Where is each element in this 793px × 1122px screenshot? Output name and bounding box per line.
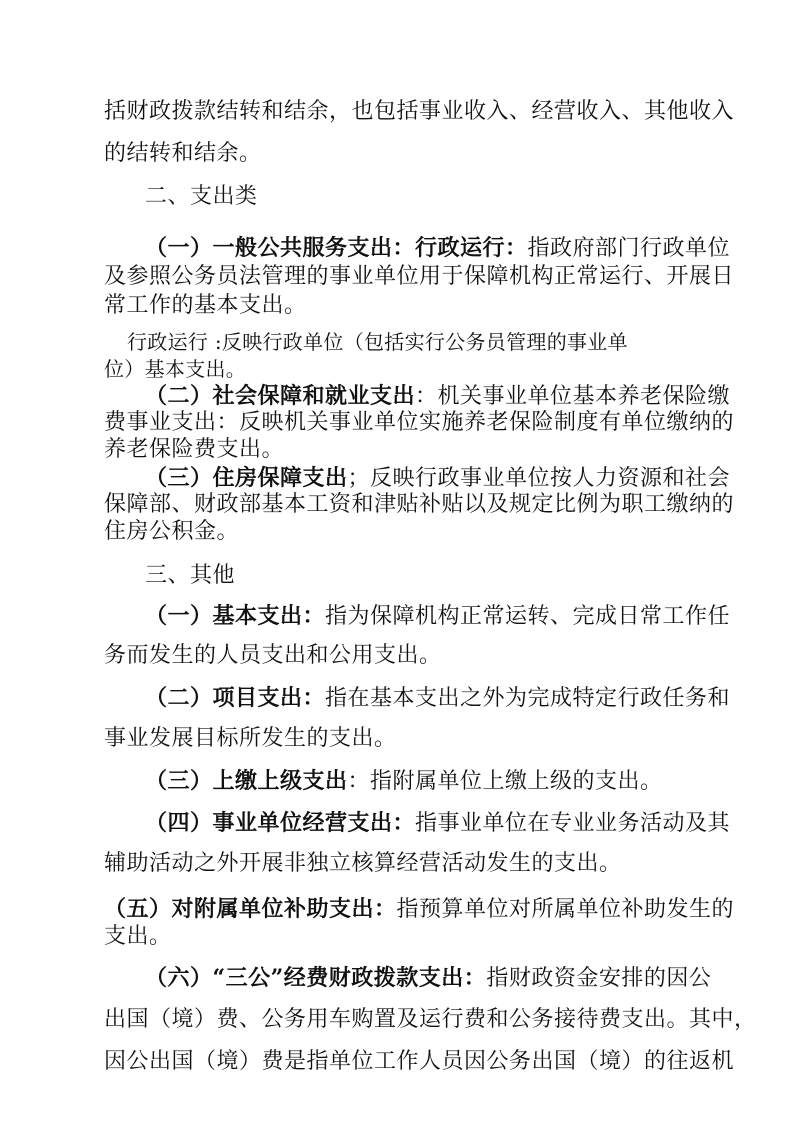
bold-heading-text: （一）基本支出： bbox=[145, 603, 326, 629]
body-text: 常工作的基本支出。 bbox=[104, 293, 307, 318]
body-text: 指事业单位在专业业务活动及其 bbox=[415, 811, 731, 836]
body-text: 位）基本支出。 bbox=[104, 357, 247, 381]
text-line bbox=[104, 924, 172, 950]
text-line bbox=[104, 264, 734, 290]
text-line bbox=[145, 810, 730, 837]
bold-heading-text: （三）上缴上级支出 bbox=[145, 768, 348, 794]
text-line bbox=[104, 293, 307, 319]
body-text: ：指附属单位上缴上级的支出。 bbox=[347, 769, 663, 794]
text-line bbox=[127, 329, 628, 355]
body-text: 辅助活动之外开展非独立核算经营活动发生的支出。 bbox=[104, 851, 622, 876]
body-text: 住房公积金。 bbox=[104, 519, 240, 544]
text-line bbox=[104, 851, 622, 877]
text-line bbox=[104, 726, 397, 752]
text-line bbox=[104, 437, 284, 463]
body-text: 二、支出类 bbox=[145, 184, 258, 209]
body-text: 三、其他 bbox=[145, 563, 236, 588]
text-line bbox=[104, 1049, 734, 1075]
text-line bbox=[145, 965, 711, 992]
bold-heading-text: （三）住房保障支出 bbox=[145, 465, 348, 491]
text-line bbox=[145, 768, 663, 795]
body-text: 务而发生的人员支出和公用支出。 bbox=[104, 643, 442, 668]
body-text: 因公出国（境）费是指单位工作人员因公务出国（境）的往返机 bbox=[104, 1049, 735, 1074]
body-text: 费事业支出：反映机关事业单位实施养老保险制度有单位缴纳的 bbox=[104, 410, 735, 435]
text-line bbox=[104, 356, 246, 382]
body-text: 及参照公务员法管理的事业单位用于保障机构正常运行、开展日 bbox=[104, 264, 735, 289]
text-line bbox=[145, 184, 258, 210]
body-text: 指财政资金安排的因公 bbox=[486, 966, 712, 991]
text-line bbox=[145, 685, 730, 712]
text-line bbox=[104, 410, 734, 436]
text-line bbox=[104, 643, 442, 669]
body-text: 指政府部门行政单位 bbox=[527, 236, 731, 261]
body-text: 指在基本支出之外为完成特定行政任务和 bbox=[325, 686, 731, 711]
text-line bbox=[145, 603, 730, 630]
text-line bbox=[104, 492, 734, 518]
body-text: 事业发展目标所发生的支出。 bbox=[104, 726, 397, 751]
bold-heading-text: （二）社会保障和就业支出 bbox=[145, 383, 416, 409]
text-line bbox=[104, 1007, 757, 1033]
body-text: 行政运行 :反映行政单位（包括实行公务员管理的事业单 bbox=[127, 330, 628, 354]
text-line bbox=[104, 141, 262, 167]
bold-heading-text: （一）一般公共服务支出：行政运行： bbox=[145, 235, 528, 261]
text-line bbox=[145, 235, 730, 262]
body-text: 出国（境）费、公务用车购置及运行费和公务接待费支出。其中， bbox=[104, 1007, 757, 1032]
text-line bbox=[104, 896, 734, 923]
bold-heading-text: （五）对附属单位补助支出： bbox=[104, 896, 397, 922]
body-text: 指为保障机构正常运转、完成日常工作任 bbox=[325, 604, 731, 629]
bold-heading-text: （二）项目支出： bbox=[145, 685, 326, 711]
body-text: 的结转和结余。 bbox=[104, 141, 262, 166]
bold-heading-text: （六）“三公”经费财政拨款支出： bbox=[145, 965, 487, 991]
body-text: ；反映行政事业单位按人力资源和社会 bbox=[347, 466, 731, 491]
text-line bbox=[145, 465, 730, 492]
body-text: 支出。 bbox=[104, 924, 172, 949]
text-line bbox=[145, 563, 235, 589]
text-line bbox=[145, 383, 730, 410]
text-line bbox=[104, 519, 239, 545]
body-text: 养老保险费支出。 bbox=[104, 437, 285, 462]
body-text: 保障部、财政部基本工资和津贴补贴以及规定比例为职工缴纳的 bbox=[104, 492, 735, 517]
body-text: 括财政拨款结转和结余，也包括事业收入、经营收入、其他收入 bbox=[104, 99, 735, 124]
text-line bbox=[104, 99, 734, 125]
body-text: ：机关事业单位基本养老保险缴 bbox=[415, 384, 731, 409]
bold-heading-text: （四）事业单位经营支出： bbox=[145, 810, 416, 836]
body-text: 指预算单位对所属单位补助发生的 bbox=[396, 897, 735, 922]
